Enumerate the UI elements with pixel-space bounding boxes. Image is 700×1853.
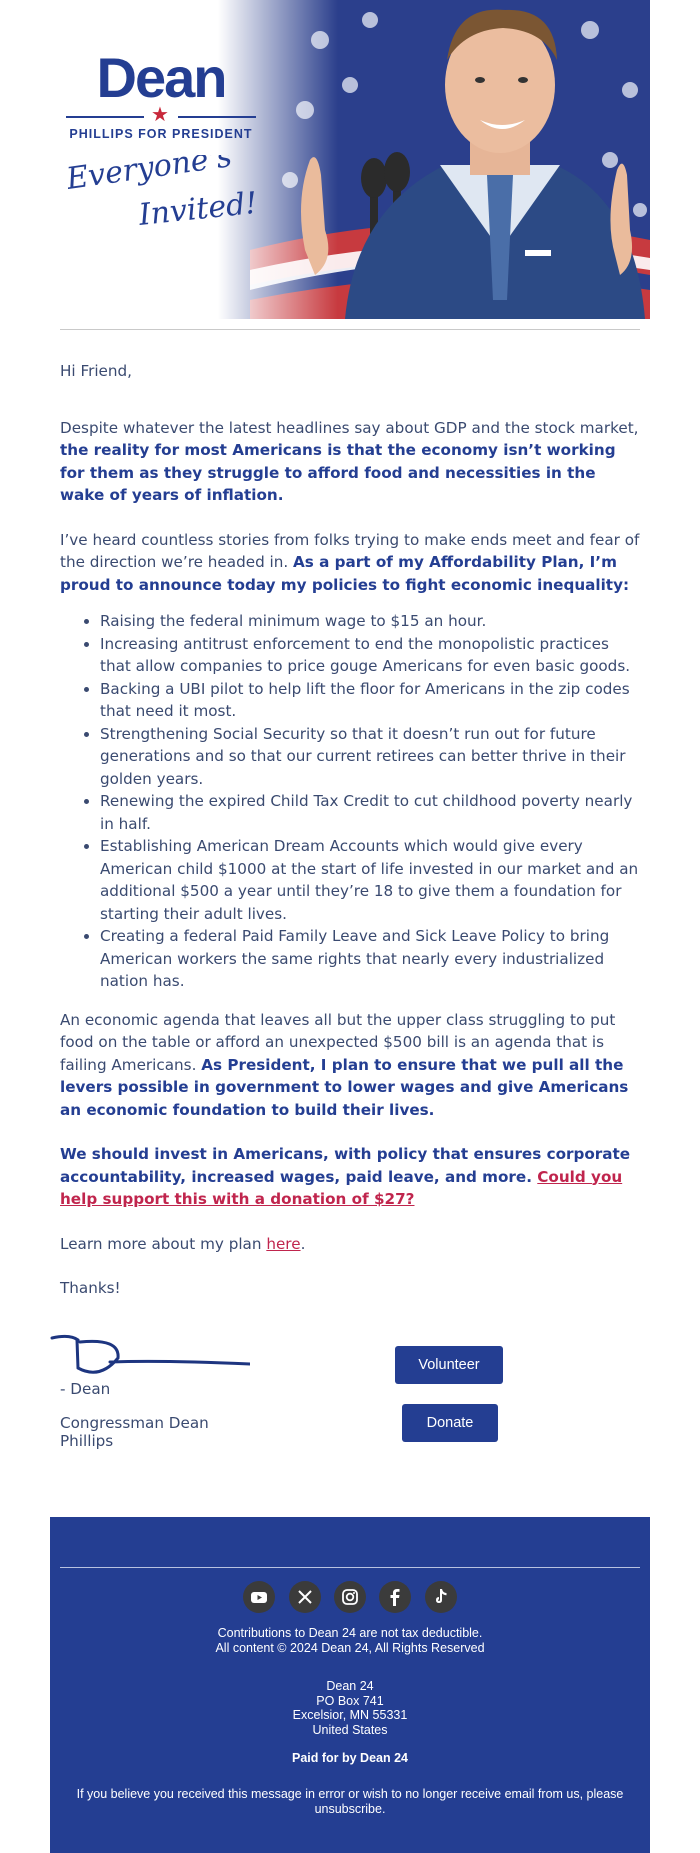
donate-button[interactable]: Donate <box>402 1404 498 1442</box>
volunteer-button[interactable]: Volunteer <box>395 1346 503 1384</box>
donation-link[interactable]: Could you help support this with a donation of $27? <box>60 1167 623 1208</box>
logo-name: Dean <box>96 46 226 109</box>
list-item: • Creating a federal Paid Family Leave and Sick Leave Policy to bring American workers the same rights that nearly every industrialized nation has. <box>100 925 640 993</box>
list-item: • Establishing American Dream Accounts which would give every American child $1000 at the start of life invested in our market and an additional $500 a year until they’re 18 to give them a foundation for starting their adult lives. <box>100 835 640 925</box>
signature-title: Congressman Dean Phillips <box>60 1414 209 1450</box>
candidate-photo <box>225 0 650 319</box>
paragraph-1: Despite whatever the latest headlines say about GDP and the stock market, the reality for most Americans is that the economy isn’t working for them as they struggle to afford food and necessities in the wake of years of inflation. <box>60 418 639 504</box>
signature-image <box>50 1328 250 1378</box>
signature-area <box>50 1328 650 1468</box>
youtube-icon[interactable] <box>243 1581 275 1613</box>
footer-disclaimer: Contributions to Dean 24 are not tax deductible. All content © 2024 Dean 24, All Rights Reserved <box>215 1626 485 1655</box>
list-item: • Strengthening Social Security so that it doesn’t run out for future generations and so that our current retirees can better thrive in their golden years. <box>100 723 640 791</box>
thanks: Thanks! <box>60 1279 121 1297</box>
greeting: Hi Friend, <box>60 362 132 380</box>
tagline-line1: Everyone's <box>68 155 235 197</box>
email-body <box>60 360 640 1322</box>
paragraph-4: We should invest in Americans, with policy that ensures corporate accountability, increased wages, paid leave, and more. Could you help support this with a donation of $27? <box>60 1145 631 1208</box>
social-links <box>50 1581 650 1615</box>
list-item: • Increasing antitrust enforcement to end the monopolistic practices that allow companies to price gouge Americans for even basic goods. <box>100 633 640 678</box>
unsubscribe-link[interactable]: If you believe you received this message in error or wish to no longer receive email from us, please unsubscribe. <box>76 1787 624 1816</box>
paragraph-3: An economic agenda that leaves all but the upper class struggling to put food on the table or afford an unexpected $500 bill is an agenda that is failing Americans. As President, I plan to ensure that we pull all the levers possible in government to lower wages and give Americans an economic foundation to build their lives. <box>60 1010 629 1119</box>
x-icon[interactable] <box>289 1581 321 1613</box>
list-item: • Backing a UBI pilot to help lift the floor for Americans in the zip codes that need it most. <box>100 678 640 723</box>
paid-for-notice: Paid for by Dean 24 <box>291 1751 408 1765</box>
tagline-line2: Invited! <box>137 185 259 233</box>
header-banner <box>50 0 650 319</box>
sign-off: - Dean <box>60 1380 111 1398</box>
paragraph-2: I’ve heard countless stories from folks trying to make ends meet and fear of the direction we’re headed in. As a part of my Affordability Plan, I’m proud to announce today my policies to fight economic inequality: <box>60 530 640 594</box>
list-item: • Renewing the expired Child Tax Credit to cut childhood poverty nearly in half. <box>100 790 640 835</box>
learn-more-link[interactable]: here <box>266 1234 301 1253</box>
instagram-icon[interactable] <box>334 1581 366 1613</box>
list-item: • Raising the federal minimum wage to $15 an hour. <box>100 610 640 633</box>
footer-address: Dean 24 PO Box 741 Excelsior, MN 55331 United States <box>292 1679 408 1737</box>
facebook-icon[interactable] <box>379 1581 411 1613</box>
footer-divider <box>60 1567 640 1568</box>
unsubscribe-notice <box>70 1787 630 1816</box>
star-icon: ★ <box>151 102 169 126</box>
footer <box>50 1517 650 1853</box>
tiktok-icon[interactable] <box>425 1581 457 1613</box>
paragraph-5: Learn more about my plan here. <box>60 1234 306 1253</box>
policy-list <box>60 610 640 993</box>
header-divider <box>60 329 640 330</box>
logo-subtitle: PHILLIPS FOR PRESIDENT <box>69 127 253 141</box>
